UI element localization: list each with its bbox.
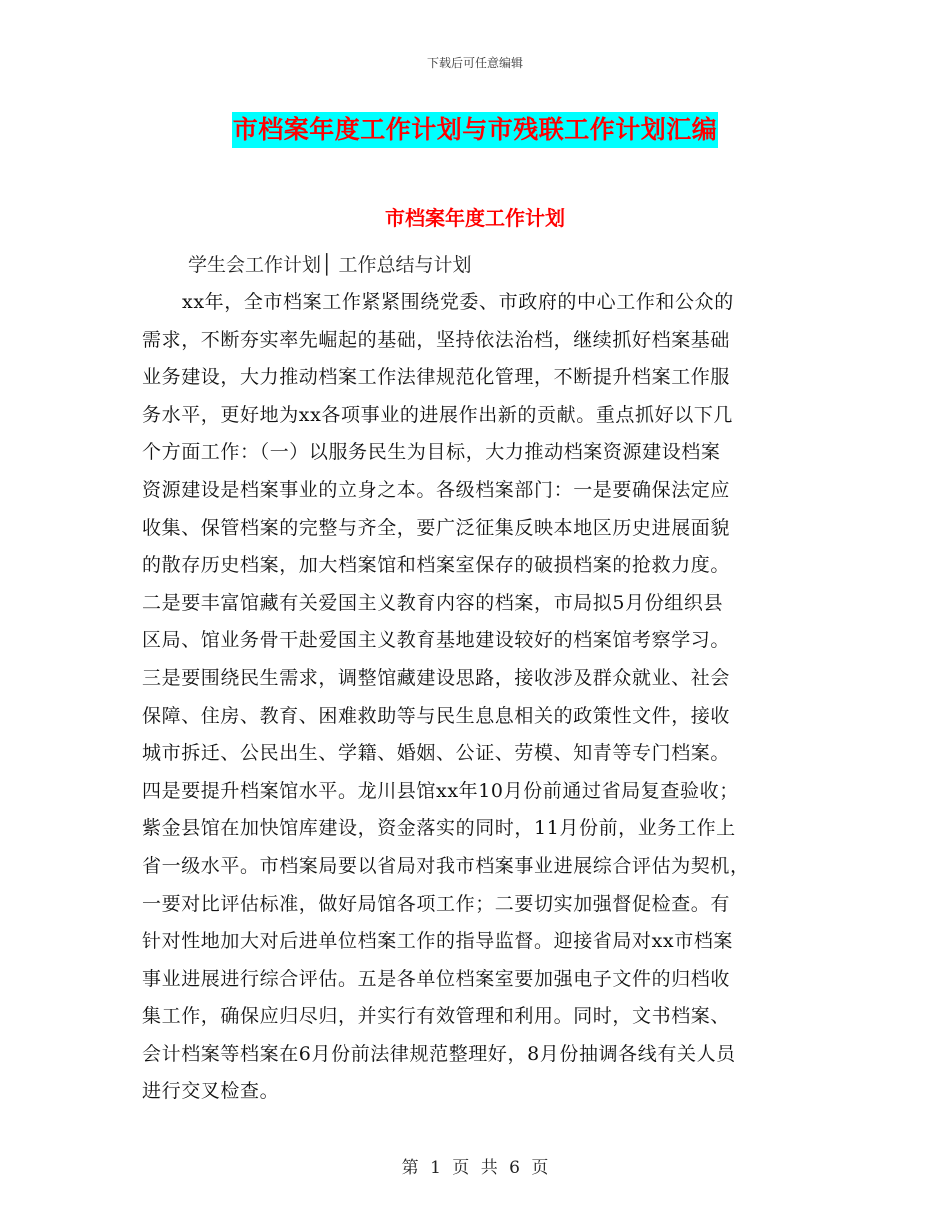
body-line: 会计档案等档案在6月份前法律规范整理好，8月份抽调各线有关人员 [142, 1042, 736, 1065]
section-title: 市档案年度工作计划 [385, 206, 565, 230]
body-line: 集工作，确保应归尽归，并实行有效管理和利用。同时，文书档案、 [142, 1005, 731, 1028]
body-line: 资源建设是档案事业的立身之本。各级档案部门：一是要确保法定应 [142, 478, 731, 501]
body-line: 的散存历史档案，加大档案馆和档案室保存的破损档案的抢救力度。 [142, 554, 731, 577]
body-text [142, 284, 812, 1111]
body-line: 事业进展进行综合评估。五是各单位档案室要加强电子文件的归档收 [142, 967, 731, 990]
body-line: 个方面工作：（一）以服务民生为目标，大力推动档案资源建设档案 [142, 441, 721, 464]
body-line: 二是要丰富馆藏有关爱国主义教育内容的档案，市局拟5月份组织县 [142, 591, 724, 614]
body-line: 城市拆迁、公民出生、学籍、婚姻、公证、劳模、知青等专门档案。 [142, 742, 731, 765]
body-line: 区局、馆业务骨干赴爱国主义教育基地建设较好的档案馆考察学习。 [142, 629, 731, 652]
body-line: xx年，全市档案工作紧紧围绕党委、市政府的中心工作和公众的 [182, 291, 734, 313]
body-line: 紫金县馆在加快馆库建设，资金落实的同时，11月份前，业务工作上 [142, 817, 736, 840]
body-line: 四是要提升档案馆水平。龙川县馆xx年10月份前通过省局复查验收； [142, 779, 739, 802]
page-footer: 第 1 页 共 6 页 [401, 1158, 549, 1178]
subtitle: 学生会工作计划│ 工作总结与计划 [188, 254, 472, 276]
body-line: 省一级水平。市档案局要以省局对我市档案事业进展综合评估为契机， [142, 854, 750, 877]
header-note: 下载后可任意编辑 [426, 56, 523, 70]
body-line: 三是要围绕民生需求，调整馆藏建设思路，接收涉及群众就业、社会 [142, 666, 731, 689]
document-main-title: 市档案年度工作计划与市残联工作计划汇编 [232, 112, 719, 148]
body-line: 业务建设，大力推动档案工作法律规范化管理，不断提升档案工作服 [142, 366, 731, 389]
body-line: 一要对比评估标准，做好局馆各项工作；二要切实加强督促检查。有 [142, 892, 731, 915]
body-line: 收集、保管档案的完整与齐全，要广泛征集反映本地区历史进展面貌 [142, 516, 731, 539]
body-line: 保障、住房、教育、困难救助等与民生息息相关的政策性文件，接收 [142, 704, 731, 727]
body-line: 需求，不断夯实率先崛起的基础，坚持依法治档，继续抓好档案基础 [142, 328, 731, 351]
body-line: 进行交叉检查。 [142, 1080, 280, 1103]
body-line: 针对性地加大对后进单位档案工作的指导监督。迎接省局对xx市档案 [142, 930, 734, 953]
body-line: 务水平，更好地为xx各项事业的进展作出新的贡献。重点抓好以下几 [142, 403, 734, 426]
main-title-wrapper [0, 112, 950, 148]
